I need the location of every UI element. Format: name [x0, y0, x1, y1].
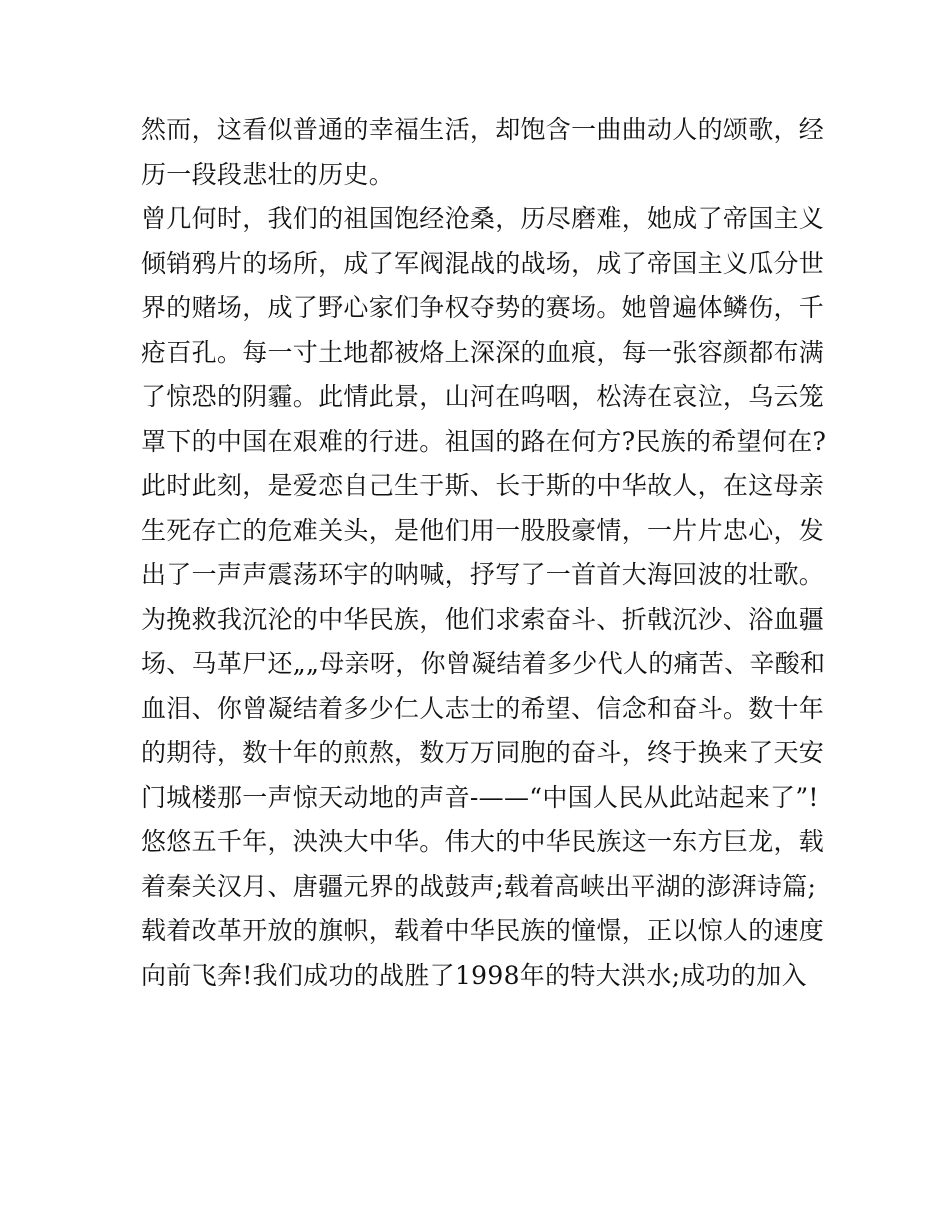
text-line: 的期待，数十年的煎熬，数万万同胞的奋斗，终于换来了天安 [141, 738, 825, 767]
text-line: 了惊恐的阴霾。此情此景，山河在呜咽，松涛在哀泣，乌云笼 [141, 382, 825, 411]
text-line: 生死存亡的危难关头，是他们用一股股豪情，一片片忠心，发 [141, 515, 825, 545]
text-line: 倾销鸦片的场所，成了军阀混战的战场，成了帝国主义瓜分世 [141, 248, 825, 278]
text-line: 疮百孔。每一寸土地都被烙上深深的血痕，每一张容颜都布满 [141, 337, 825, 367]
text-line: 曾几何时，我们的祖国饱经沧桑，历尽磨难，她成了帝国主义 [141, 204, 825, 233]
text-line: 向前飞奔!我们成功的战胜了1998年的特大洪水;成功的加入 [141, 960, 807, 990]
text-line: 界的赌场，成了野心家们争权夺势的赛场。她曾遍体鳞伤，千 [141, 293, 825, 322]
text-line: 为挽救我沉沦的中华民族，他们求索奋斗、折戟沉沙、浴血疆 [141, 604, 825, 634]
text-line: 场、马革尸还„„母亲呀，你曾凝结着多少代人的痛苦、辛酸和 [141, 649, 826, 678]
text-line: 此时此刻，是爱恋自己生于斯、长于斯的中华故人，在这母亲 [141, 471, 825, 500]
text-line: 罩下的中国在艰难的行进。祖国的路在何方?民族的希望何在? [141, 426, 827, 456]
text-line: 门城楼那一声惊天动地的声音-——“中国人民从此站起来了”! [141, 782, 819, 812]
text-line: 出了一声声震荡环宇的呐喊，抒写了一首首大海回波的壮歌。 [141, 560, 825, 589]
document-body [141, 108, 827, 998]
text-line: 血泪、你曾凝结着多少仁人志士的希望、信念和奋斗。数十年 [141, 693, 825, 723]
text-line: 历一段段悲壮的历史。 [141, 159, 395, 189]
text-line: 着秦关汉月、唐疆元界的战鼓声;载着高峡出平湖的澎湃诗篇; [141, 871, 817, 901]
text-line: 载着改革开放的旗帜，载着中华民族的憧憬，正以惊人的速度 [141, 916, 825, 945]
text-line: 悠悠五千年，泱泱大中华。伟大的中华民族这一东方巨龙，载 [141, 827, 825, 856]
text-line: 然而，这看似普通的幸福生活，却饱含一曲曲动人的颂歌，经 [141, 115, 825, 144]
